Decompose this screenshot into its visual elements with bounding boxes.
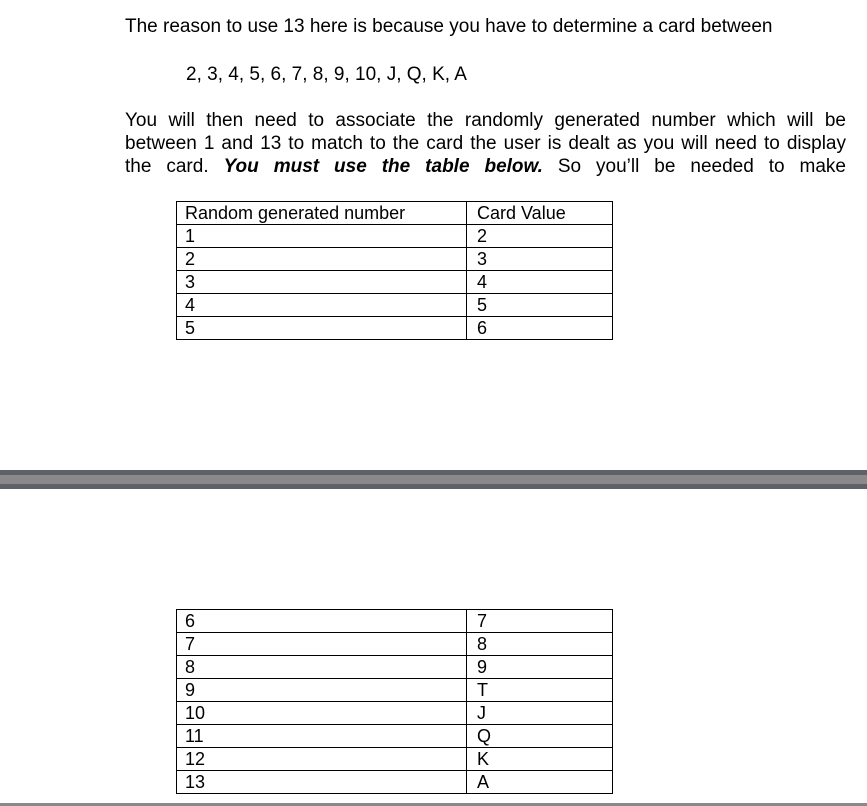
instruction-paragraph [125,109,846,178]
table-cell: 8 [177,656,467,679]
table-cell: 3 [467,248,613,271]
paragraph-line-3 [125,155,846,178]
table-row [177,271,613,294]
table-row [177,294,613,317]
table-cell: A [467,771,613,794]
table-header-cell: Card Value [467,202,613,225]
table-row [177,748,613,771]
table-cell: 4 [177,294,467,317]
table-header-row [177,202,613,225]
table-cell: K [467,748,613,771]
table-row [177,702,613,725]
table-cell: J [467,702,613,725]
card-mapping-table-part-1 [176,201,613,340]
paragraph-line-3-end: So you’ll be needed to make [557,156,846,177]
table-cell: Q [467,725,613,748]
table-cell: 7 [467,610,613,633]
table-cell: 7 [177,633,467,656]
table-row [177,248,613,271]
table-row [177,633,613,656]
table-cell: 8 [467,633,613,656]
table-row [177,679,613,702]
page-separator [0,470,867,489]
table-cell: 2 [177,248,467,271]
paragraph-line-2: between 1 and 13 to match to the card the user is dealt as you will need to display [125,133,846,154]
emphasis-text: You must use the table below. [223,156,543,177]
table-cell: 12 [177,748,467,771]
table-row [177,317,613,340]
table-header-cell: Random generated number [177,202,467,225]
paragraph-line-1: You will then need to associate the randomly generated number which will be [125,110,846,131]
table-cell: 6 [177,610,467,633]
card-mapping-table-part-2 [176,609,613,794]
table-cell: 9 [177,679,467,702]
intro-text: The reason to use 13 here is because you have to determine a card between [125,16,773,37]
table-row [177,610,613,633]
table-row [177,656,613,679]
table-cell: 5 [177,317,467,340]
table-cell: 11 [177,725,467,748]
page-separator-edge [0,470,867,475]
table-cell: 10 [177,702,467,725]
table-row [177,225,613,248]
table-cell: 9 [467,656,613,679]
table-cell: T [467,679,613,702]
table-row [177,771,613,794]
card-list-text: 2, 3, 4, 5, 6, 7, 8, 9, 10, J, Q, K, A [186,64,467,85]
table-row [177,725,613,748]
table-cell: 6 [467,317,613,340]
paragraph-line-3-start: the card. [125,156,209,177]
table-cell: 5 [467,294,613,317]
table-cell: 2 [467,225,613,248]
table-cell: 1 [177,225,467,248]
table-cell: 3 [177,271,467,294]
table-cell: 13 [177,771,467,794]
table-cell: 4 [467,271,613,294]
